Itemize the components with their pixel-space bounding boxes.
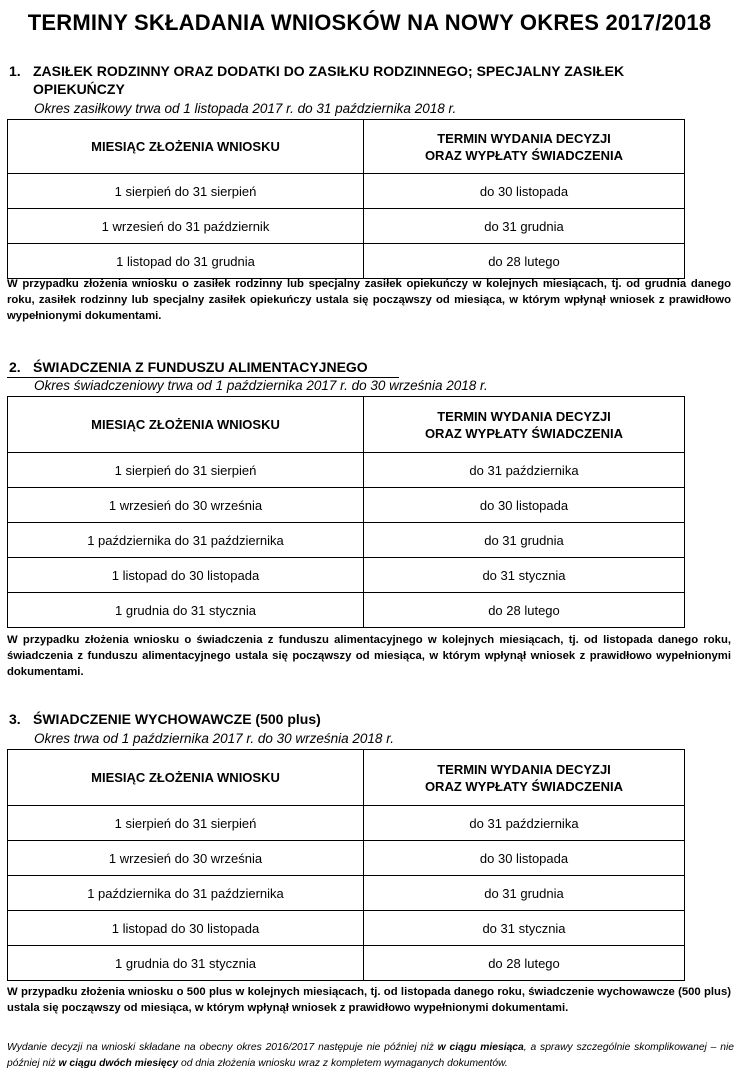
header-month-label: MIESIĄC ZŁOŻENIA WNIOSKU [91,139,280,154]
month-cell: 1 wrzesień do 31 październik [8,209,364,244]
header-month-cell [8,397,364,453]
section-3-table [7,749,685,981]
table-row [8,946,685,981]
section-2-note: W przypadku złożenia wniosku o świadczenia z funduszu alimentacyjnego w kolejnych miesiącach, tj. od listopada danego roku, świadczenia z funduszu alimentacyjnego ustala się począwszy od miesiąca, w którym wpłynął wniosek z prawidłowo wypełnionymi dokumentami. [7,634,731,678]
month-cell: 1 listopad do 30 listopada [8,558,364,593]
table-row [8,209,685,244]
footer-text-1: Wydanie decyzji na wnioski składane na obecny okres 2016/2017 następuje nie później niż [7,1042,438,1053]
table-row [8,593,685,628]
header-deadline-line1: TERMIN WYDANIA DECYZJI [437,130,611,146]
table-row [8,174,685,209]
month-cell: 1 sierpień do 31 sierpień [8,174,364,209]
table-row [8,453,685,488]
page-title: TERMINY SKŁADANIA WNIOSKÓW NA NOWY OKRES 2017/2018 [27,10,712,35]
section-1-title-line2: OPIEKUŃCZY [33,81,125,97]
section-3-note: W przypadku złożenia wniosku o 500 plus w kolejnych miesiącach, tj. od listopada danego roku, świadczenie wychowawcze (500 plus) ustala się począwszy od miesiąca, w którym wpłynął wniosek z prawidłowo wypełnionymi dokumentami. [7,986,731,1014]
month-cell: 1 października do 31 października [8,876,364,911]
table-row [8,841,685,876]
header-month-cell [8,120,364,174]
header-deadline-line1: TERMIN WYDANIA DECYZJI [437,408,611,424]
month-cell: 1 października do 31 października [8,523,364,558]
deadline-cell: do 30 listopada [364,841,685,876]
section-1-heading [9,62,709,98]
section-1-title-line1: ZASIŁEK RODZINNY ORAZ DODATKI DO ZASIŁKU RODZINNEGO; SPECJALNY ZASIŁEK [33,63,625,79]
section-3-number: 3. [9,711,21,727]
deadline-cell: do 31 stycznia [364,911,685,946]
header-deadline-line2: ORAZ WYPŁATY ŚWIADCZENIA [424,425,624,441]
table-header-row [8,120,685,174]
deadline-cell: do 31 stycznia [364,558,685,593]
section-3-title: ŚWIADCZENIE WYCHOWAWCZE (500 plus) [33,711,321,727]
footer-emphasis-2: w ciągu dwóch miesięcy [58,1058,179,1069]
table-row [8,488,685,523]
section-2-heading [9,358,368,376]
deadline-cell: do 31 grudnia [364,876,685,911]
deadline-cell: do 31 października [364,453,685,488]
header-deadline-line2: ORAZ WYPŁATY ŚWIADCZENIA [424,778,624,794]
section-3-heading [9,710,321,728]
deadline-cell: do 28 lutego [364,593,685,628]
month-cell: 1 wrzesień do 30 września [8,488,364,523]
header-deadline-cell [364,750,685,806]
header-month-cell [8,750,364,806]
footer-emphasis-1: w ciągu miesiąca [437,1042,524,1053]
month-cell: 1 listopad do 30 listopada [8,911,364,946]
section-2-number: 2. [9,359,21,375]
header-deadline-cell [364,397,685,453]
table-row [8,806,685,841]
month-cell: 1 grudnia do 31 stycznia [8,593,364,628]
table-row [8,911,685,946]
section-1-period: Okres zasiłkowy trwa od 1 listopada 2017 r. do 31 października 2018 r. [34,101,457,116]
month-cell: 1 wrzesień do 30 września [8,841,364,876]
section-3-period: Okres trwa od 1 października 2017 r. do 30 września 2018 r. [34,731,394,746]
deadline-cell: do 30 listopada [364,174,685,209]
month-cell: 1 listopad do 31 grudnia [8,244,364,279]
deadline-cell: do 30 listopada [364,488,685,523]
deadline-cell: do 28 lutego [364,244,685,279]
section-1-note: W przypadku złożenia wniosku o zasiłek rodzinny lub specjalny zasiłek opiekuńczy w kolejnych miesiącach, tj. od grudnia danego roku, zasiłek rodzinny lub specjalny zasiłek opiekuńczy ustala się począwszy od miesiąca, w którym wpłynął wniosek z prawidłowo wypełnionymi dokumentami. [7,278,731,322]
footer-note [7,1040,734,1072]
deadline-cell: do 31 grudnia [364,209,685,244]
section-1-table [7,119,685,279]
month-cell: 1 grudnia do 31 stycznia [8,946,364,981]
month-cell: 1 sierpień do 31 sierpień [8,453,364,488]
header-deadline-line2: ORAZ WYPŁATY ŚWIADCZENIA [424,147,624,163]
deadline-cell: do 31 października [364,806,685,841]
deadline-cell: do 28 lutego [364,946,685,981]
header-deadline-line1: TERMIN WYDANIA DECYZJI [437,761,611,777]
header-deadline-cell [364,120,685,174]
footer-text-3: od dnia złożenia wniosku wraz z kompletem wymaganych dokumentów. [178,1058,508,1069]
table-row [8,244,685,279]
table-header-row [8,397,685,453]
table-header-row [8,750,685,806]
table-row [8,876,685,911]
footer-text-2: , a sprawy szczególnie skomplikowanej – nie później niż [7,1042,734,1069]
section-2-period: Okres świadczeniowy trwa od 1 października 2017 r. do 30 września 2018 r. [34,378,488,393]
section-1-number: 1. [9,63,21,79]
header-month-label: MIESIĄC ZŁOŻENIA WNIOSKU [91,770,280,785]
section-2-table [7,396,685,628]
section-2-title: ŚWIADCZENIA Z FUNDUSZU ALIMENTACYJNEGO [33,359,368,375]
month-cell: 1 sierpień do 31 sierpień [8,806,364,841]
deadline-cell: do 31 grudnia [364,523,685,558]
table-row [8,558,685,593]
header-month-label: MIESIĄC ZŁOŻENIA WNIOSKU [91,417,280,432]
table-row [8,523,685,558]
